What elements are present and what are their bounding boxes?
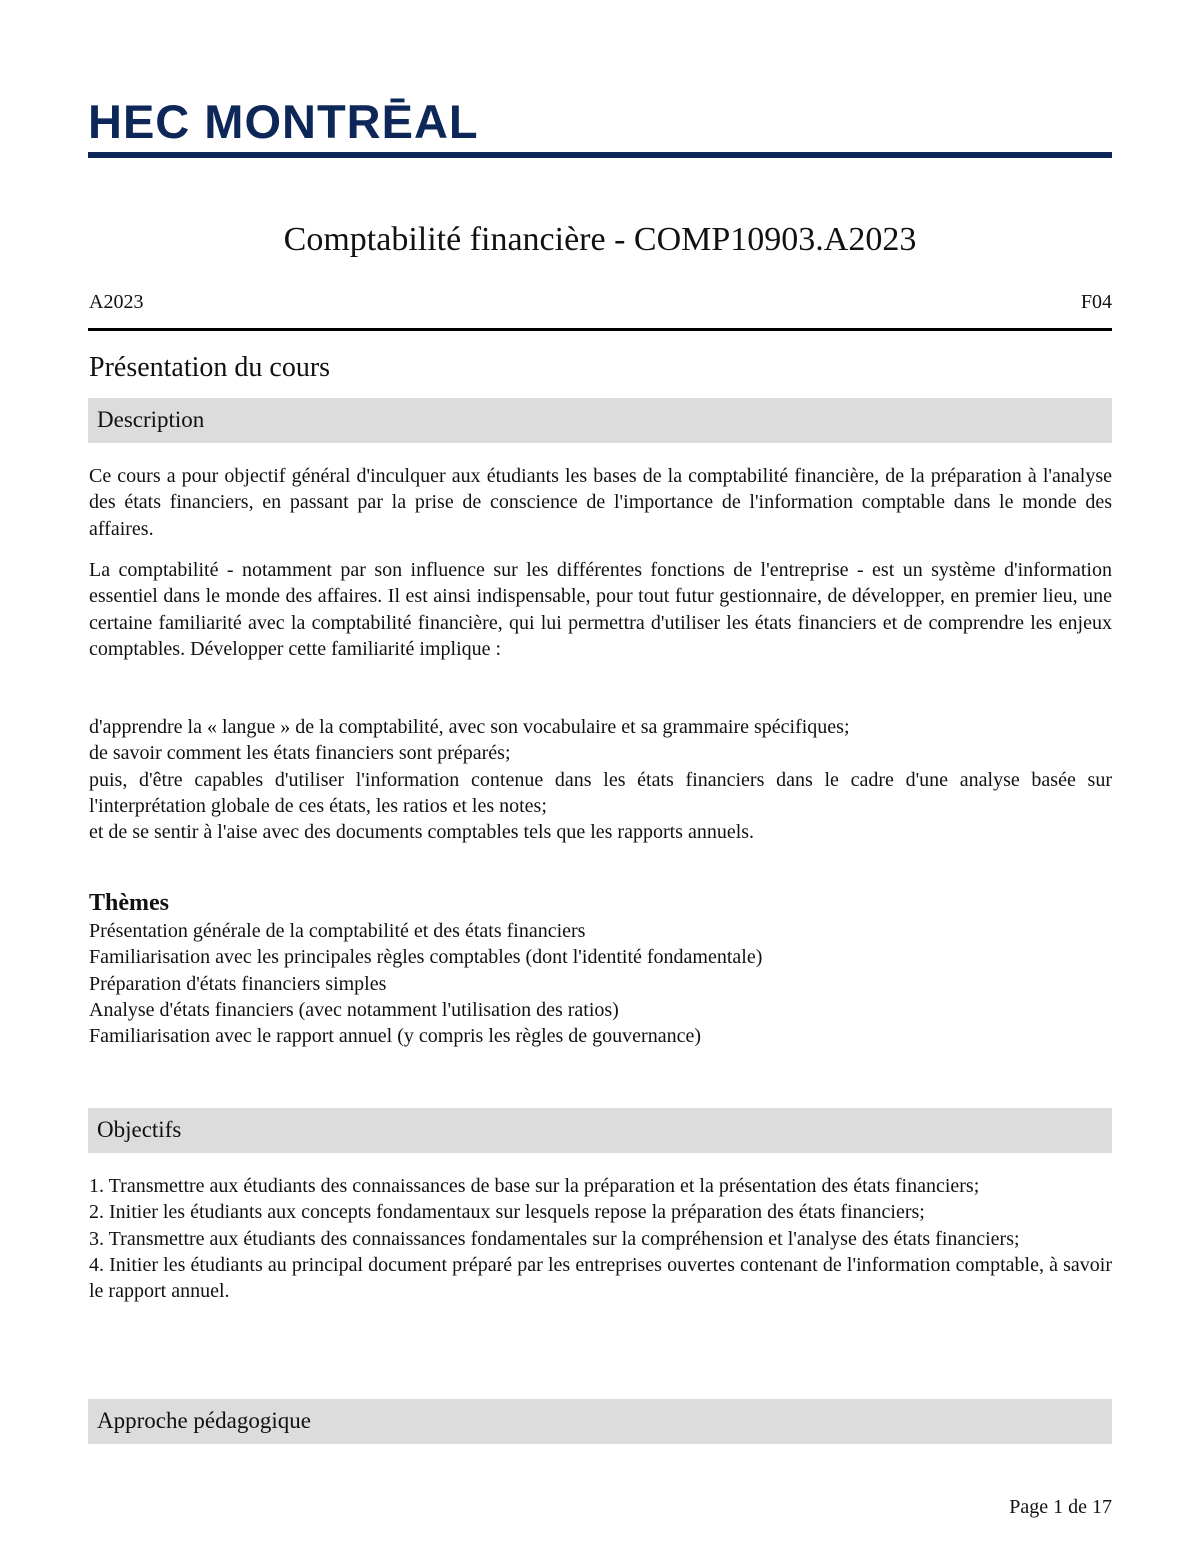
theme-item: Préparation d'états financiers simples [89,972,387,995]
description-list-item: et de se sentir à l'aise avec des documents comptables tels que les rapports annuels. [89,821,755,844]
themes-heading: Thèmes [89,890,169,916]
description-heading-band [88,398,1112,443]
description-list-item: puis, d'être capables d'utiliser l'information contenue dans les états financiers dans le cadre d'une analyse basée sur l'interprétation globale de ces états, les ratios et les notes; [89,768,1112,817]
description-list [89,714,1112,845]
themes-list [89,918,1112,1049]
course-title: Comptabilité financière - COMP10903.A2023 [283,221,917,258]
description-list-item: de savoir comment les états financiers sont préparés; [89,742,511,765]
approach-heading-band [88,1399,1112,1444]
logo-divider [88,152,1112,158]
hec-montreal-logo: HEC MONTRĒAL [88,95,479,148]
objective-item: 4. Initier les étudiants au principal document préparé par les entreprises ouvertes contenant de l'information comptable, à savoir le rapport annuel. [89,1253,1112,1303]
section-title: Présentation du cours [89,352,331,383]
objective-item: 3. Transmettre aux étudiants des connaissances fondamentales sur la compréhension et l'analyse des états financiers; [89,1227,1020,1250]
theme-item: Analyse d'états financiers (avec notamment l'utilisation des ratios) [89,998,619,1021]
theme-item: Familiarisation avec le rapport annuel (y compris les règles de gouvernance) [89,1025,701,1048]
theme-item: Présentation générale de la comptabilité et des états financiers [89,920,586,942]
objectives-heading: Objectifs [97,1117,182,1142]
objectives-list [89,1173,1112,1304]
theme-item: Familiarisation avec les principales règles comptables (dont l'identité fondamentale) [89,946,763,969]
course-term: A2023 [89,291,144,313]
objectives-heading-band [88,1108,1112,1153]
approach-heading: Approche pédagogique [97,1408,311,1433]
page-number: Page 1 de 17 [1009,1496,1112,1518]
header-divider [88,328,1112,331]
description-paragraph-2: La comptabilité - notamment par son influence sur les différentes fonctions de l'entreprise - est un système d'information essentiel dans le monde des affaires. Il est ainsi indispensable, pour tout futur gestionnaire, de développer, en premier lieu, une certaine familiarité avec la comptabilité financière, qui lui permettra d'utiliser les états financiers et de comprendre les enjeux comptables. Développer cette familiarité implique : [89,559,1112,660]
description-heading: Description [97,407,205,432]
description-paragraph-1: Ce cours a pour objectif général d'inculquer aux étudiants les bases de la comptabilité financière, de la préparation à l'analyse des états financiers, en passant par la prise de conscience de l'importance de l'information comptable dans le monde des affaires. [89,465,1112,540]
description-list-item: d'apprendre la « langue » de la comptabilité, avec son vocabulaire et sa grammaire spécifiques; [89,716,850,738]
course-code: F04 [1080,291,1112,313]
objective-item: 2. Initier les étudiants aux concepts fondamentaux sur lesquels repose la préparation des états financiers; [89,1201,925,1224]
objective-item: 1. Transmettre aux étudiants des connaissances de base sur la préparation et la présentation des états financiers; [89,1175,980,1197]
